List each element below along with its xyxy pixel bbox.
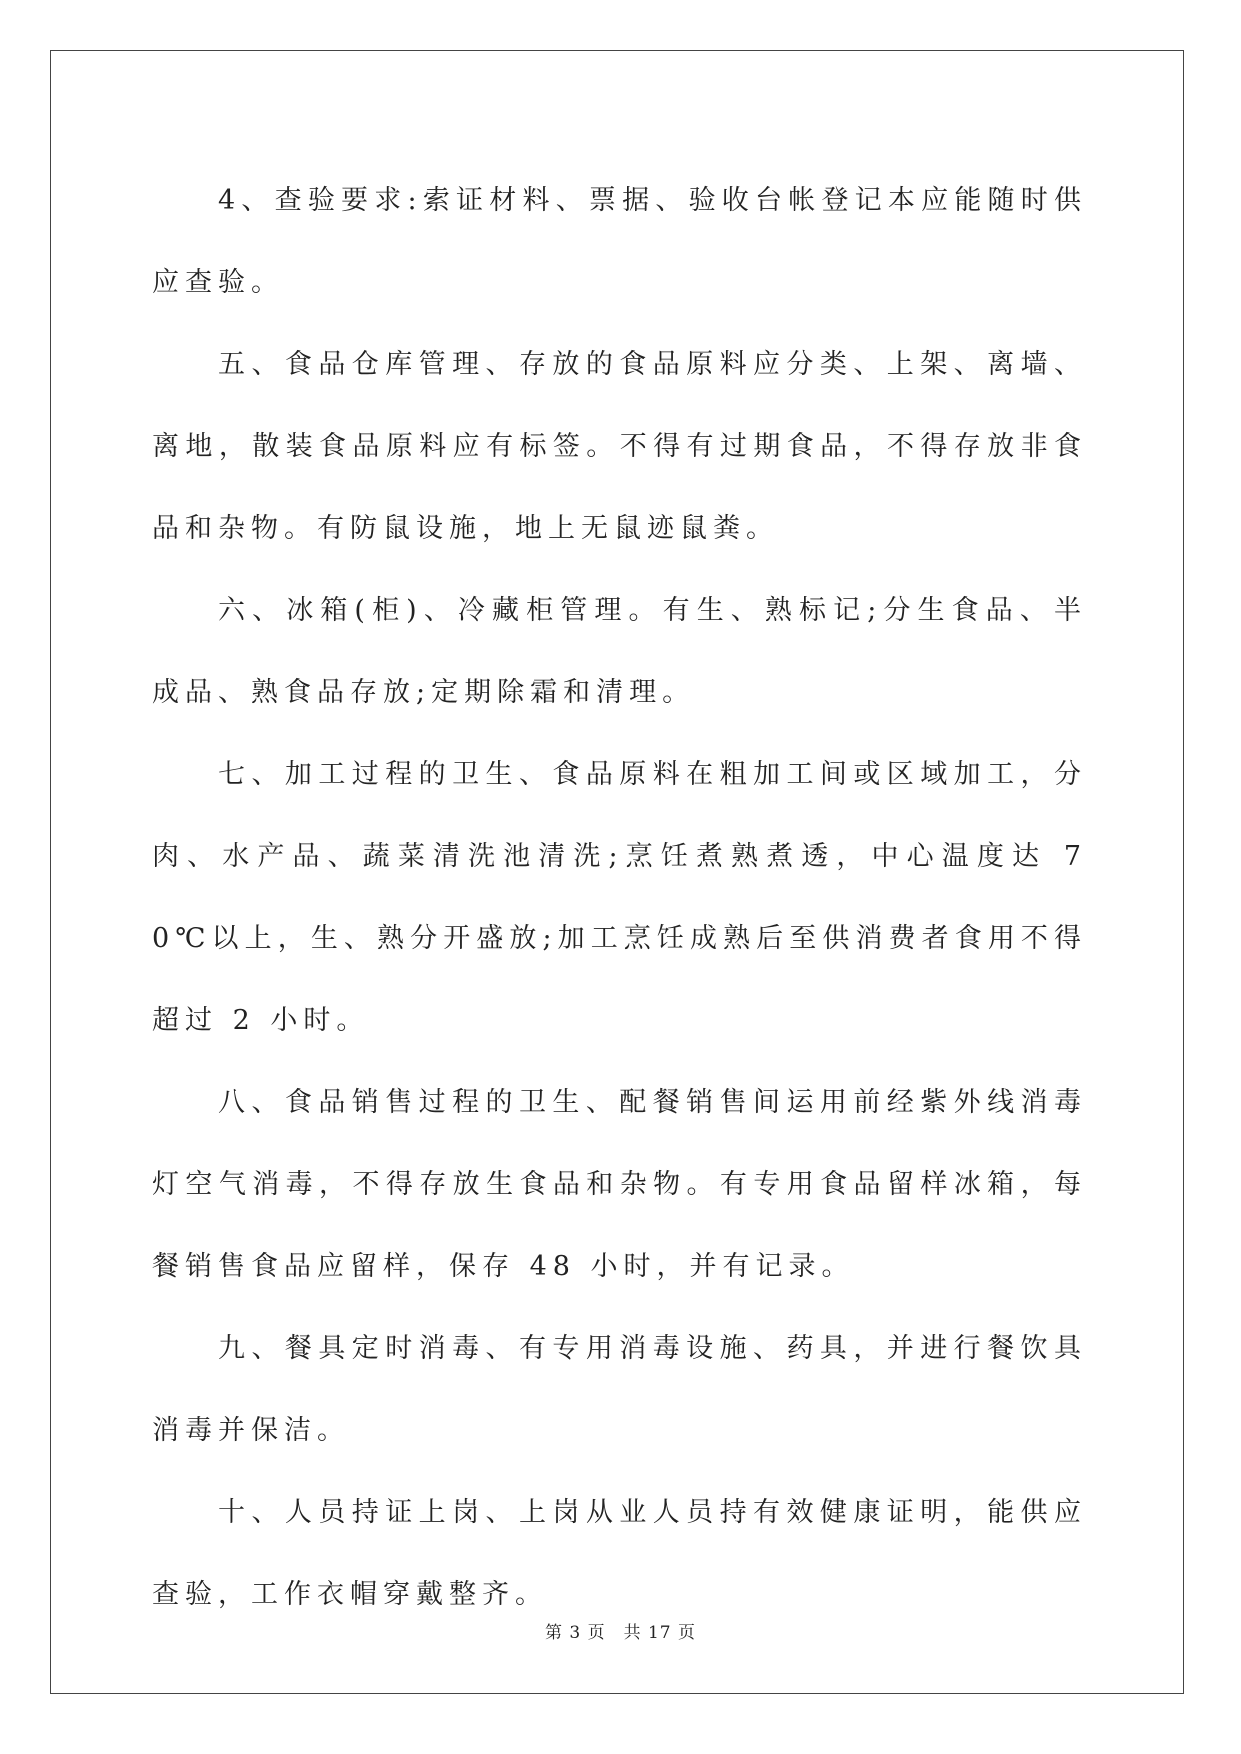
paragraph-refrigerator-management: 六、冰箱(柜)、冷藏柜管理。有生、熟标记;分生食品、半成品、熟食品存放;定期除霜和清理。 — [152, 595, 1087, 708]
page-number-footer: 第 3 页 共 17 页 — [544, 1623, 697, 1643]
paragraph-inspection-requirements: 4、查验要求:索证材料、票据、验收台帐登记本应能随时供应查验。 — [152, 185, 1087, 298]
paragraph-staff-certification: 十、人员持证上岗、上岗从业人员持有效健康证明，能供应查验，工作衣帽穿戴整齐。 — [152, 1497, 1087, 1610]
paragraph-tableware-disinfection: 九、餐具定时消毒、有专用消毒设施、药具，并进行餐饮具消毒并保洁。 — [152, 1333, 1087, 1446]
document-body — [152, 160, 1087, 1636]
paragraph-sales-hygiene: 八、食品销售过程的卫生、配餐销售间运用前经紫外线消毒灯空气消毒，不得存放生食品和杂物。有专用食品留样冰箱，每餐销售食品应留样，保存 48 小时，并有记录。 — [152, 1087, 1087, 1282]
paragraph-processing-hygiene: 七、加工过程的卫生、食品原料在粗加工间或区域加工，分肉、水产品、蔬菜清洗池清洗;烹饪煮熟煮透，中心温度达 70℃以上，生、熟分开盛放;加工烹饪成熟后至供消费者食用不得超过 2 小时。 — [152, 759, 1087, 1036]
paragraph-warehouse-management: 五、食品仓库管理、存放的食品原料应分类、上架、离墙、离地，散装食品原料应有标签。不得有过期食品，不得存放非食品和杂物。有防鼠设施，地上无鼠迹鼠粪。 — [152, 349, 1087, 544]
